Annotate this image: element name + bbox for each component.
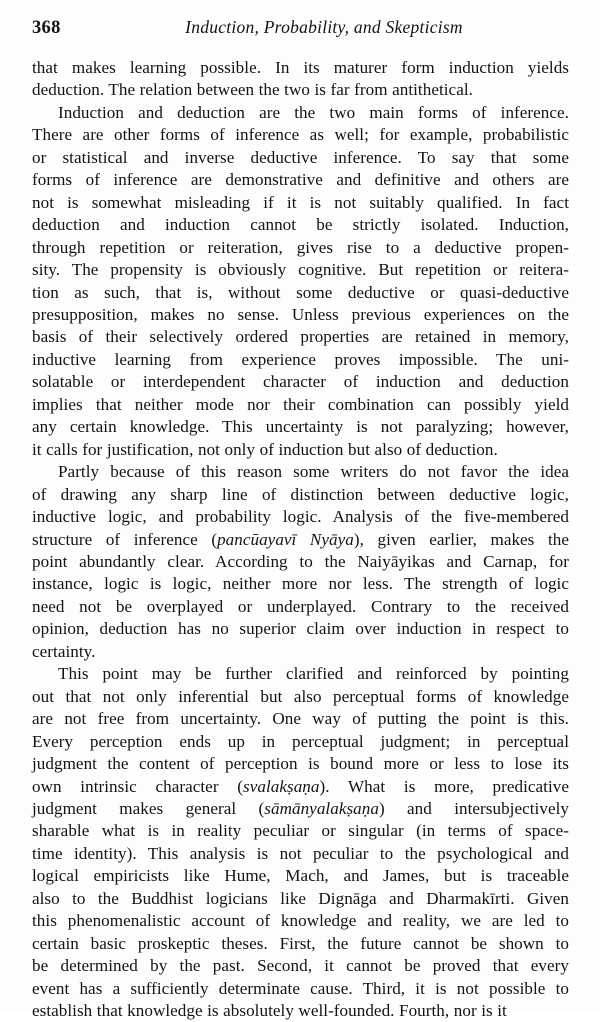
- text-line: also to the Buddhist logicians like Dignāga and Dharmakīrti. Given: [32, 888, 569, 908]
- text-line: implies that neither mode nor their combination can possibly yield: [32, 394, 569, 414]
- text-line: it calls for justification, not only of induction but also of deduction.: [32, 439, 498, 459]
- text-line: need not be overplayed or underplayed. Contrary to the received: [32, 596, 569, 616]
- sanskrit-term: svalakṣaṇa: [243, 776, 320, 796]
- text-line: inductive logic, and probability logic. Analysis of the five-membered: [32, 507, 569, 527]
- running-head: [32, 17, 572, 43]
- text-line: judgment the content of perception is bound more or less to lose its: [32, 754, 569, 774]
- text-line: event has a sufficiently determinate cause. Third, it is not possible to: [32, 978, 569, 998]
- text-line: deduction and induction cannot be strictly isolated. Induction,: [32, 215, 569, 235]
- text-line: presupposition, makes no sense. Unless previous experiences on the: [32, 304, 569, 324]
- text-line: certain basic proskeptic theses. First, the future cannot be shown to: [32, 933, 569, 953]
- text-line: time identity). This analysis is not peculiar to the psychological and: [32, 843, 569, 863]
- text-line: own intrinsic character (svalakṣaṇa). What is more, predicative: [32, 776, 569, 796]
- text-line: logical empiricists like Hume, Mach, and James, but is traceable: [32, 866, 569, 886]
- text-line: of drawing any sharp line of distinction between deductive logic,: [32, 484, 569, 504]
- sanskrit-term: sāmānyalakṣaṇa: [264, 798, 379, 818]
- page-body: [32, 57, 569, 1022]
- text-line: forms of inference are demonstrative and definitive and others are: [32, 170, 569, 190]
- paragraph: [32, 102, 569, 461]
- text-line: out that not only inferential but also perceptual forms of knowledge: [32, 686, 569, 706]
- text-line: sity. The propensity is obviously cognitive. But repetition or reitera-: [32, 260, 569, 280]
- text-line: this phenomenalistic account of knowledge and reality, we are led to: [32, 911, 569, 931]
- text-line: Induction and deduction are the two main forms of inference.: [58, 102, 569, 122]
- text-line: structure of inference (pancūayavī Nyāya), given earlier, makes the: [32, 529, 569, 549]
- text-line: or statistical and inverse deductive inference. To say that some: [32, 147, 569, 167]
- paragraph: [32, 663, 569, 1022]
- text-line: tion as such, that is, without some deductive or quasi-deductive: [32, 282, 569, 302]
- text-line: certainty.: [32, 641, 96, 661]
- paragraph: [32, 57, 569, 102]
- text-line: deduction. The relation between the two is far from antithetical.: [32, 80, 473, 100]
- running-head-title: Induction, Probability, and Skepticism: [185, 17, 463, 37]
- text-line: Every perception ends up in perceptual judgment; in perceptual: [32, 731, 569, 751]
- text-line: any certain knowledge. This uncertainty is not paralyzing; however,: [32, 417, 569, 437]
- text-line: are not free from uncertainty. One way of putting the point is this.: [32, 709, 569, 729]
- text-line: Partly because of this reason some writers do not favor the idea: [58, 462, 569, 482]
- sanskrit-term: pancūayavī Nyāya: [217, 529, 354, 549]
- text-line: inductive learning from experience proves impossible. The uni-: [32, 349, 569, 369]
- paragraph: [32, 461, 569, 663]
- text-line: be determined by the past. Second, it cannot be proved that every: [32, 956, 569, 976]
- text-line: This point may be further clarified and reinforced by pointing: [58, 664, 569, 684]
- text-line: through repetition or reiteration, gives rise to a deductive propen-: [32, 237, 569, 257]
- text-line: instance, logic is logic, neither more nor less. The strength of logic: [32, 574, 569, 594]
- page-number: 368: [32, 18, 61, 38]
- text-line: opinion, deduction has no superior claim over induction in respect to: [32, 619, 569, 639]
- text-line: point abundantly clear. According to the Naiyāyikas and Carnap, for: [32, 551, 569, 571]
- text-line: judgment makes general (sāmānyalakṣaṇa) and intersubjectively: [32, 798, 569, 818]
- text-line: There are other forms of inference as well; for example, probabilistic: [32, 125, 569, 145]
- text-line: establish that knowledge is absolutely well-founded. Fourth, nor is it: [32, 1001, 507, 1021]
- text-line: not is somewhat misleading if it is not suitably qualified. In fact: [32, 192, 569, 212]
- text-line: solatable or interdependent character of induction and deduction: [32, 372, 569, 392]
- text-line: sharable what is in reality peculiar or singular (in terms of space-: [32, 821, 569, 841]
- text-line: basis of their selectively ordered properties are retained in memory,: [32, 327, 569, 347]
- text-line: that makes learning possible. In its maturer form induction yields: [32, 58, 569, 77]
